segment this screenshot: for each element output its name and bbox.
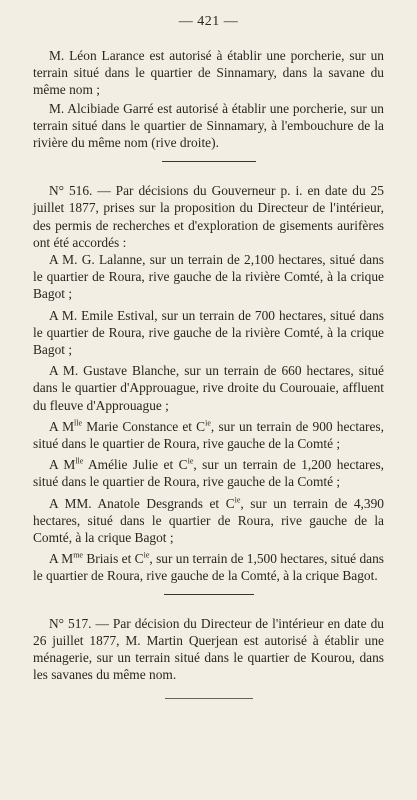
list-item: A $M^{lle}$ Amélie Julie et $C^{ie}$, sur un terrain de 1,200 hectares, situé dans le quartier de Roura, rive gauche de la Comté ; [33, 456, 385, 490]
list-item: A MM. Anatole Desgrands et $C^{ie}$, sur un terrain de 4,390 hectares, situé dans le quartier de Roura, rive gauche de la Comté, à la crique Bagot ; [33, 495, 384, 546]
decision-517-text: N° 517. — Par décision du Directeur de l'intérieur en date du 26 juillet 1877, M. Martin Querjean est autorisé à établir une ménagerie, sur un terrain situé dans le quartier de Kourou, dans les savanes du même nom. [33, 615, 384, 683]
page-number: — 421 — [178, 14, 239, 29]
list-item: A $M^{me}$ Briais et $C^{ie}$, sur un terrain de 1,500 hectares, situé dans le quartier de Roura, rive gauche de la Comté, à la crique Bagot. [33, 550, 385, 584]
paragraph-larance: M. Léon Larance est autorisé à établir une porcherie, sur un terrain situé dans le quartier de Sinnamary, dans la savane du même nom ; [33, 48, 384, 98]
list-item: A $M^{lle}$ Marie Constance et $C^{ie}$, sur un terrain de 900 hectares, situé dans le quartier de Roura, rive gauche de la Comté ; [33, 418, 384, 452]
section-divider [164, 594, 254, 595]
list-item: A M. Emile Estival, sur un terrain de 700 hectares, situé dans le quartier de Roura, rive gauche de la rivière Comté, à la crique Bagot ; [33, 307, 384, 358]
end-divider [165, 698, 253, 699]
decision-516-intro: N° 516. — Par décisions du Gouverneur p. i. en date du 25 juillet 1877, prises sur la proposition du Directeur de l'intérieur, des permis de recherches et d'exploration de gisements aurifères ont été accordés : [33, 183, 384, 250]
paragraph-garre: M. Alcibiade Garré est autorisé à établir une porcherie, sur un terrain situé dans le quartier de Sinnamary, à l'embouchure de la rivière du même nom (rive droite). [33, 100, 384, 151]
section-divider [162, 161, 256, 162]
list-item: A M. Gustave Blanche, sur un terrain de 660 hectares, situé dans le quartier d'Approuague, rive droite du Courouaie, affluent du fleuve d'Approuague ; [33, 363, 384, 413]
list-item: A M. G. Lalanne, sur un terrain de 2,100 hectares, situé dans le quartier de Roura, rive gauche de la rivière Comté, à la crique Bagot ; [33, 252, 384, 302]
